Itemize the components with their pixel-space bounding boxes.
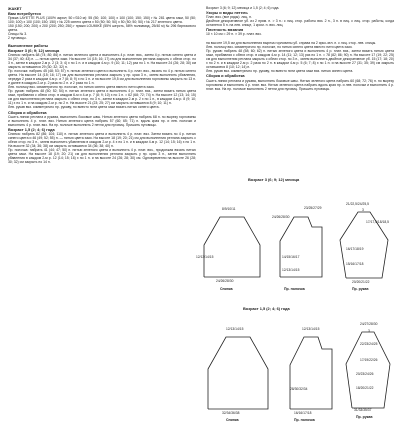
- diagram-label: 28/30/32/34: [290, 387, 308, 391]
- right-paragraph: Лев. полочку вяз. симметрично пр. полочке, но нитью синего цвета вместо нити цвета хаки.: [206, 45, 353, 50]
- diagram-2-sleeve: [340, 320, 396, 419]
- right-paragraph: Сшить линии реглана и рукава, выполнить боковые швы. Нитью зеленого цвета набрать 60 (68; 72; 76) п. по вырезу горловины и выполнить 4 р. плат. вяз. Нитью зеленого цвета набрать вдоль края пр. и лев. полочки и выполнить 4 р. плат. вяз. На пр. полочке выполнить 2 петли для пуговиц. Пришить пуговицы.: [206, 78, 394, 91]
- left-heading: Вам потребуется: [8, 11, 41, 17]
- diagram-2-front: [284, 325, 340, 422]
- left-heading: Возраст 3 (6; 9; 12) месяца: [8, 47, 60, 53]
- diagram-label: 17/17,5/18/18,5: [366, 220, 389, 224]
- right-paragraph: Плат. вяз. (все ряды): лиц. п.: [206, 15, 252, 20]
- diagram-label: 20/20/21/22: [352, 280, 370, 284]
- left-paragraph: Пряжа LAYETTE PLUS (100% акрил; 50 г/310 м): 55 (50; 100; 100) х 100 (100; 150; 150) г № 281 цвета хаки, 50 (50; 100; 100) х 100 (100; 150; 150) г № 225 синего цвета х 50 (50; 50; 50) х 50 (50; 50; 50) г № 217 зеленого цвета.: [8, 16, 196, 25]
- diagram-label: 8/9/10/11: [222, 207, 236, 211]
- diagram-label: 20/23/24/26: [356, 372, 374, 376]
- diagram-label: 14/15/16/17: [282, 255, 300, 259]
- diagram-label: 32/34/36/38: [222, 411, 240, 415]
- diagram-caption: Пр. рукав: [356, 415, 373, 419]
- diagram-label: 18/20/21/22: [356, 386, 374, 390]
- right-paragraph: на высоте 19,5 см для выполнения выреза горловины уб. справа на 2 ярко-зел. п. с лиц. стор. лев. спицы.: [206, 41, 377, 46]
- left-paragraph: 2 пуговицы.: [8, 36, 27, 41]
- left-paragraph: Сшить линии реглана и рукава, выполнить боковые швы. Нитью зеленого цвета набрать 68 п. по вырезу горловины и выполнить 4 р. плат. вяз. Нитью зеленого цвета набрать 57 (60; 65; 71) п. вдоль края пр. и лев. полочки и выполнить 4 р. плат. вяз. На пр. полочке выполнить 2 петли для пуговиц. Пришить пуговицы.: [8, 114, 196, 127]
- diagram-label: 21/22,5/24/25,5: [346, 202, 369, 206]
- left-paragraph: Пр. полочка: набрать 45 (48; 53; 57) п. нитью зеленого цвета и выполнить 4 р. плат. вяз., вязать по 4 р. нитью синего цвета. На высоте 14 (15; 16; 17) см для выполнения реглана закрыть у пр. края 3 п., затем выполнить убавления, чередуя 2 раза в каждом 4-м р. и 7 (8; 8; 9) х по 1 п. и на высоте 19,5 см для выполнения горловины закрыть по 13 п. и далее в каждом 2-м р. 2 раза по 2 п. и 2 раза по 1 п.: [8, 69, 196, 86]
- right-heading: Сборка и обработка: [206, 73, 245, 79]
- left-heading: Возраст 1,5 (2; 4; 6) года: [8, 126, 55, 132]
- diagram-caption: Спинка: [220, 287, 233, 291]
- diagram-label: 16/16/17/18: [294, 411, 312, 415]
- back-pattern-shape: [204, 325, 272, 417]
- right-paragraph: 10 × 10 см = 29 п. × 39 р. плат. вяз.: [206, 32, 262, 37]
- diagram-label: 3: [368, 329, 370, 333]
- diagram-caption: Пр. полочка: [284, 287, 305, 291]
- right-paragraph: Пр. рукав: набрать 48 (58; 60; 62) п. нитью зеленого цвета и выполнить 4 р. плат. вяз., затем вязать нитью цвета хаки, прибавляя с обеих стор. в каждом 4-м р. 14 (11; 12; 13) раз по 1 п. = 78 (82; 86; 90) п. На высоте 17 (19; 22; 25) см для выполнения реглана закрыть с обеих стор. по 3 п., затем выполнить двойное декоративное уб. 15 (17; 18; 20) х по 2 п. и в каждом 2-м р. 2 раза по 2 п. в каждом 4-м р. 5 (6; 7; 8) х по 1 п. и на высоте 27 (31; 35; 39) см закрыть оставшиеся 8 (10; 12; 14) п.: [206, 49, 394, 70]
- right-heading: Плотность вязания: [206, 27, 244, 33]
- diagram-label: 12/13/14/15: [302, 327, 320, 331]
- left-paragraph: 150 (150; 200; 200) х 200 (200; 250; 250) г пряжи LOUMIKE (55% шерсть, 58% полиамид, 25/40 м) № 296 бирюзового цвета.: [8, 24, 196, 33]
- left-paragraph: Лев. рукав вяз. симметрично пр. рукаву, но вместо нити цвета хаки вязать нитью синего цвета.: [8, 105, 160, 110]
- sleeve-pattern-shape: [340, 320, 396, 416]
- left-heading: ЖАКЕТ: [8, 6, 22, 11]
- diagram-1-front: [272, 205, 330, 291]
- diagram-label: 15/16/17/18: [346, 262, 364, 266]
- left-heading: Выполнение работы: [8, 42, 49, 48]
- diagram-2-back: [204, 325, 272, 422]
- left-paragraph: Спицы № 3.: [8, 32, 28, 37]
- diagram-label: 12/13/14/15: [196, 255, 214, 259]
- diagram-label: 17/19/22/26: [360, 358, 378, 362]
- diagram-label: 31/33/35/37: [354, 408, 372, 412]
- right-heading: Узоры и виды петель: [206, 10, 248, 16]
- left-paragraph: Пр. полочка: набрать 41 (44; 47; 50) п. нитью зеленого цвета и выполнить 4 р. плат. вяз., продолжая вязать нитью цвета хаки. На высоте 18 (19; 20; 21) см для выполнения реглана закрыть у пр. края 3 п., затем выполнить убавления в каждом 2-м р. 12 (14; 15; 16) х по 1 п. и на высоте 24 (26; 28; 30) см. Одновременно на высоте 26 (28; 30; 32) см закрыть по 14 п.: [8, 147, 196, 165]
- diagram-1-title: Возраст 3 (6; 9; 12) месяца: [248, 177, 300, 182]
- left-text-column: [8, 6, 196, 164]
- right-text-column: [206, 6, 394, 91]
- diagram-1-sleeve: [332, 200, 394, 291]
- diagram-2-title: Возраст 1,5 (2; 4; 6) года: [243, 306, 290, 311]
- right-paragraph: Лев. рукав вяз. симметрично пр. рукаву, но вместо нити цвета хаки вяз. нитью синего цвета.: [206, 69, 354, 74]
- left-heading: Сборка и обработка: [8, 109, 47, 115]
- front-pattern-shape: [284, 325, 340, 417]
- diagram-caption: Спинка: [226, 418, 239, 422]
- left-paragraph: Пр. рукав: набрать 48 (50; 52; 54) п. нитью зеленого цвета и выполнить 4 р. плат. вяз., затем вязать нитью цвета хаки, прибавляя с обеих стор. в каждом 6-м и 4-м р. 7 (8; 9; 10) х по 1 п. = 62 (68; 72; 74) п. На высоте 12 (13; 14; 15) см для выполнения реглана закрыть с обеих стор. по 3 п., затем в каждом 2-м р. 2 х по 1 п., в каждом 4-м р. 8 (9; 10; 11) х по 1 п. и на каждом 2-м р. по 2 п. На высоте 21 (23; 25; 27) см закрыть оставшиеся 8 (9; 10; 11) п.: [8, 89, 196, 106]
- diagram-label: 23/25/27/29: [304, 206, 322, 210]
- diagram-label: 24/26/28/30: [216, 279, 234, 283]
- diagram-caption: Пр. рукав: [352, 287, 369, 291]
- left-paragraph: Спинка: набрать 82 (86; 104; 110) п. нитью зеленого цвета и выполнить 4 р. плат. вяз. Затем вязать по 4 р. нитью синего цвета и 46 (49; 52; 55) п. — нитью цвета хаки. На высоте 18 (19; 20; 21) см для выполнения реглана закрыть с обеих стор. по 3 п., затем выполнить убавления в каждом 2-м р. 4 х по 1 п. и в каждом 4-м р. 12 (14; 15; 16) х по 1 п. На высоте 32 (34; 36; 38) см закрыть оставшиеся 34 (36; 38; 40) п.: [8, 131, 196, 148]
- diagram-1-back: [196, 205, 264, 291]
- diagram-label: 24/27/28/30: [360, 322, 378, 326]
- left-paragraph: Спинка: набрать 68 (74; 80; 86) п. нитью зеленого цвета и выполнить 4 р. плат. вяз., затем 4 р. нитью синего цвета и 34 (37; 40; 43) п. — нитью цвета хаки. На высоте 14 (15; 16; 17) см для выполнения реглана закрыть с обеих стор. по 3 п., затем в каждом 2-м р. 2 (3; 3; 4) х по 1 п. и в каждом 4-м р. 9 (10; 11; 12) раз по 1 п. На высоте 24 (26; 28; 30) см закрыть оставшиеся 29 (30; 32; 32) п.: [8, 52, 196, 69]
- right-paragraph: Возраст 3 (6; 9; 12) месяца и 1,5 (2; 4; 6) года.: [206, 6, 280, 10]
- diagram-label: 12/13/14/15: [226, 327, 244, 331]
- diagram-label: 3: [362, 208, 364, 212]
- sleeve-pattern-shape: [332, 200, 394, 286]
- left-paragraph: Лев. полочку вяз. симметрично пр. полочке, но нитью синего цвета вместо нити цвета хаки.: [8, 85, 155, 90]
- diagram-label: 16/17/18/19: [346, 247, 364, 251]
- diagram-label: 12/13/14/15: [282, 268, 300, 272]
- diagram-caption: Пр. полочка: [294, 418, 315, 422]
- diagram-label: 22/23/24/25: [360, 342, 378, 346]
- right-paragraph: Двойное декоративное уб. из 2 прям. п. > 3 п.: с лиц. стор. работы вяз. 2 п., 3 п. в лиц. с лиц. стор. работы, когда останется 5 п. на лев. спице, 1 кром. п. вяз. лиц.: [206, 19, 394, 28]
- diagram-label: 24/26/28/30: [272, 215, 290, 219]
- back-pattern-shape: [200, 205, 264, 285]
